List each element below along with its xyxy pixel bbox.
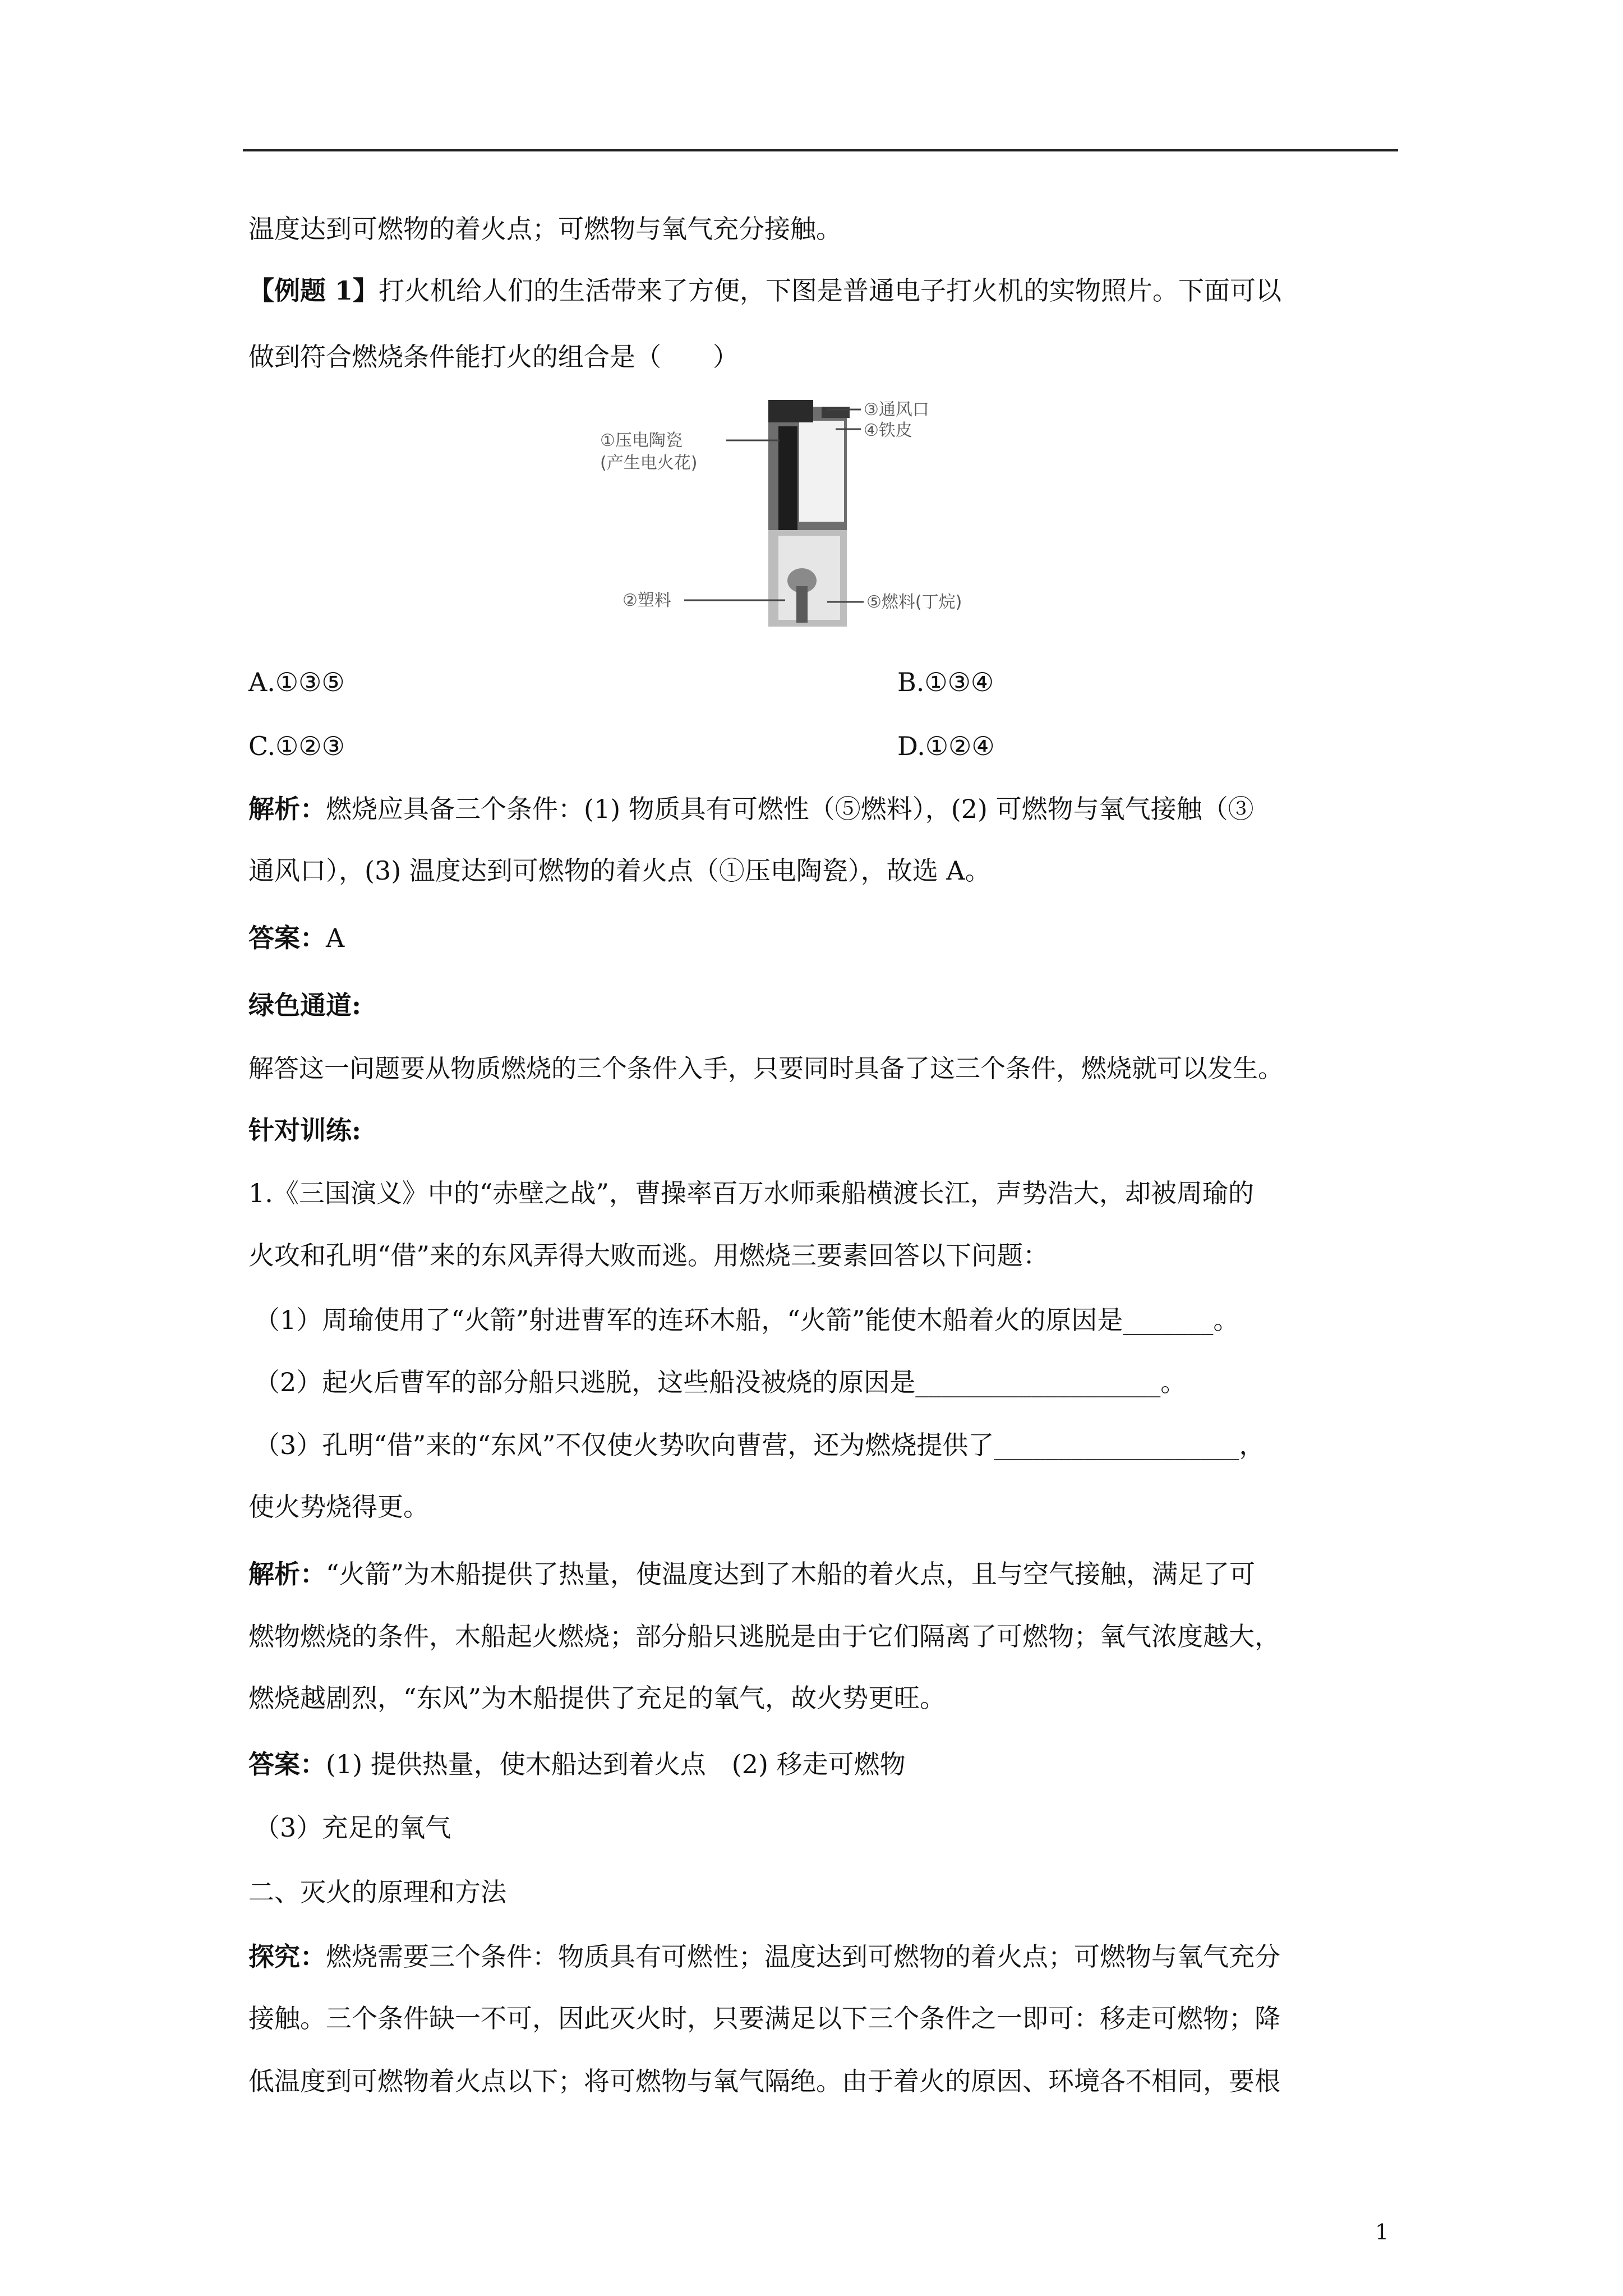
section2-heading: 二、灭火的原理和方法 xyxy=(248,1877,506,1907)
label-plastic: ②塑料 xyxy=(623,591,671,610)
question1-sub-2: （2）起火后曹军的部分船只逃脱，这些船没被烧的原因是___________________。 xyxy=(254,1367,1187,1397)
question1-sub-3-cont: 使火势烧得更。 xyxy=(248,1492,429,1522)
answer1-label: 答案： xyxy=(248,923,326,953)
section2-label: 探究： xyxy=(248,1941,326,1972)
example-line-2: 做到符合燃烧条件能打火的组合是（ ） xyxy=(248,342,739,372)
lighter-cap-shape xyxy=(768,400,813,422)
section2-line-1 xyxy=(248,1940,1280,1973)
analysis1-label: 解析： xyxy=(248,794,326,824)
question1-sub-1: （1）周瑜使用了“火箭”射进曹军的连环木船，“火箭”能使木船着火的原因是_______。 xyxy=(254,1305,1239,1335)
lighter-window-shape xyxy=(799,421,844,522)
question1-sub-3: （3）孔明“借”来的“东风”不仅使火势吹向曹营，还为燃烧提供了___________________， xyxy=(254,1430,1265,1460)
answer1-text: A xyxy=(326,923,345,953)
label-fuel: ⑤燃料(丁烷) xyxy=(866,592,962,612)
label-iron-sheet: ④铁皮 xyxy=(864,421,912,440)
option-a: A.①③⑤ xyxy=(248,667,345,697)
label-piezo-note: (产生电火花) xyxy=(600,453,698,473)
analysis2-line-3: 燃烧越剧烈，“东风”为木船提供了充足的氧气，故火势更旺。 xyxy=(248,1683,946,1713)
example-text-1: 打火机给人们的生活带来了方便，下图是普通电子打火机的实物照片。下面可以 xyxy=(379,275,1282,306)
option-c: C.①②③ xyxy=(248,731,345,761)
analysis1-line-1 xyxy=(248,792,1254,826)
section2-text-1: 燃烧需要三个条件：物质具有可燃性；温度达到可燃物的着火点；可燃物与氧气充分 xyxy=(326,1941,1280,1972)
label-vent: ③通风口 xyxy=(864,400,929,420)
lighter-figure xyxy=(600,395,1015,634)
analysis2-line-2: 燃物燃烧的条件，木船起火燃烧；部分船只逃脱是由于它们隔离了可燃物；氧气浓度越大， xyxy=(248,1621,1280,1651)
green-channel-label: 绿色通道: xyxy=(248,990,361,1020)
analysis2-label: 解析： xyxy=(248,1559,326,1589)
analysis1-line-2: 通风口），(3) 温度达到可燃物的着火点（①压电陶瓷），故选 A。 xyxy=(248,855,991,886)
answer2-text-1: (1) 提供热量，使木船达到着火点 (2) 移走可燃物 xyxy=(326,1749,906,1779)
training-label: 针对训练: xyxy=(248,1115,361,1145)
answer2-line-2: （3）充足的氧气 xyxy=(254,1812,451,1843)
option-b: B.①③④ xyxy=(897,667,994,697)
example-tag: 【例题 1】 xyxy=(248,275,379,306)
answer2-line-1 xyxy=(248,1747,906,1781)
label-piezo: ①压电陶瓷 xyxy=(600,431,683,450)
example-line-1 xyxy=(248,274,1281,307)
lighter-illustration xyxy=(600,395,1015,634)
option-d: D.①②④ xyxy=(897,731,995,761)
analysis2-text-1: “火箭”为木船提供了热量，使温度达到了木船的着火点，且与空气接触，满足了可 xyxy=(326,1559,1256,1589)
analysis1-text-1: 燃烧应具备三个条件：(1) 物质具有可燃性（⑤燃料），(2) 可燃物与氧气接触（③ xyxy=(326,794,1254,824)
page-number: 1 xyxy=(1375,2220,1389,2244)
answer2-label: 答案： xyxy=(248,1749,326,1779)
analysis2-line-1 xyxy=(248,1557,1255,1591)
green-channel-text: 解答这一问题要从物质燃烧的三个条件入手，只要同时具备了这三个条件，燃烧就可以发生。 xyxy=(248,1053,1284,1083)
lighter-nozzle-shape xyxy=(822,407,850,418)
question1-line-1: 1.《三国演义》中的“赤壁之战”，曹操率百万水师乘船横渡长江，声势浩大，却被周瑜的 xyxy=(248,1178,1254,1208)
intro-paragraph: 温度达到可燃物的着火点；可燃物与氧气充分接触。 xyxy=(248,214,842,244)
lighter-wick-shape xyxy=(796,586,808,623)
header-rule xyxy=(243,149,1398,151)
section2-line-2: 接触。三个条件缺一不可，因此灭火时，只要满足以下三个条件之一即可：移走可燃物；降 xyxy=(248,2003,1280,2033)
section2-line-3: 低温度到可燃物着火点以下；将可燃物与氧气隔绝。由于着火的原因、环境各不相同，要根 xyxy=(248,2066,1280,2096)
question1-line-2: 火攻和孔明“借”来的东风弄得大败而逃。用燃烧三要素回答以下问题： xyxy=(248,1240,1049,1271)
answer1 xyxy=(248,921,344,955)
